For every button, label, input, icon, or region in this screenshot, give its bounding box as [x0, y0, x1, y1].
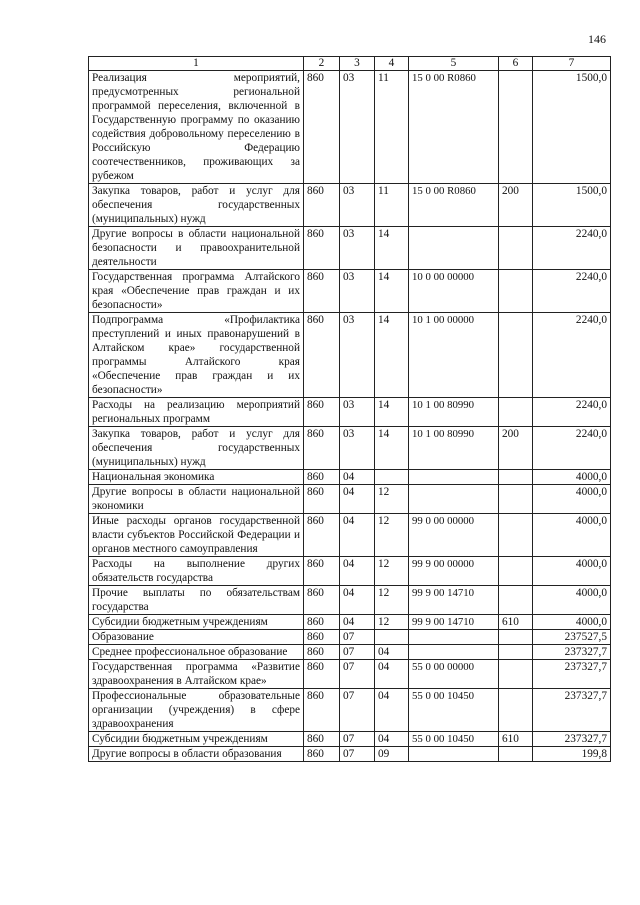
column-header: 7	[533, 57, 611, 71]
table-row	[89, 732, 611, 747]
ministry-code-cell: 860	[304, 732, 340, 747]
section-code-cell: 04	[340, 615, 375, 630]
table-row	[89, 514, 611, 557]
page-number: 146	[588, 32, 606, 46]
amount-cell: 4000,0	[533, 615, 611, 630]
expense-type-cell	[499, 313, 533, 398]
target-item-cell: 55 0 00 00000	[409, 660, 499, 689]
subsection-code-cell: 04	[375, 645, 409, 660]
expense-type-cell	[499, 227, 533, 270]
expense-type-cell	[499, 747, 533, 762]
amount-cell: 2240,0	[533, 313, 611, 398]
expense-type-cell	[499, 514, 533, 557]
ministry-code-cell: 860	[304, 184, 340, 227]
subsection-code-cell: 12	[375, 586, 409, 615]
section-code-cell: 03	[340, 71, 375, 184]
subsection-code-cell: 14	[375, 427, 409, 470]
target-item-cell: 99 0 00 00000	[409, 514, 499, 557]
amount-cell: 237527,5	[533, 630, 611, 645]
section-code-cell: 03	[340, 313, 375, 398]
row-name-cell: Государственная программа «Развитие здравоохранения в Алтайском крае»	[89, 660, 304, 689]
section-code-cell: 04	[340, 586, 375, 615]
table-row	[89, 747, 611, 762]
ministry-code-cell: 860	[304, 586, 340, 615]
subsection-code-cell: 14	[375, 227, 409, 270]
expense-type-cell: 610	[499, 615, 533, 630]
row-name-cell: Государственная программа Алтайского края «Обеспечение прав граждан и их безопасности»	[89, 270, 304, 313]
table-row	[89, 615, 611, 630]
ministry-code-cell: 860	[304, 313, 340, 398]
section-code-cell: 07	[340, 689, 375, 732]
expense-type-cell	[499, 630, 533, 645]
table-row	[89, 313, 611, 398]
row-name-cell: Образование	[89, 630, 304, 645]
table-row	[89, 427, 611, 470]
target-item-cell	[409, 485, 499, 514]
target-item-cell: 55 0 00 10450	[409, 689, 499, 732]
ministry-code-cell: 860	[304, 398, 340, 427]
target-item-cell: 99 9 00 00000	[409, 557, 499, 586]
amount-cell: 4000,0	[533, 586, 611, 615]
target-item-cell: 15 0 00 R0860	[409, 71, 499, 184]
row-name-cell: Прочие выплаты по обязательствам государства	[89, 586, 304, 615]
subsection-code-cell: 12	[375, 485, 409, 514]
amount-cell: 4000,0	[533, 557, 611, 586]
target-item-cell	[409, 227, 499, 270]
expense-type-cell	[499, 270, 533, 313]
amount-cell: 1500,0	[533, 184, 611, 227]
row-name-cell: Закупка товаров, работ и услуг для обеспечения государственных (муниципальных) нужд	[89, 427, 304, 470]
target-item-cell: 15 0 00 R0860	[409, 184, 499, 227]
table-row	[89, 227, 611, 270]
table-row	[89, 630, 611, 645]
amount-cell: 237327,7	[533, 645, 611, 660]
row-name-cell: Профессиональные образовательные организации (учреждения) в сфере здравоохранения	[89, 689, 304, 732]
target-item-cell	[409, 630, 499, 645]
column-header: 6	[499, 57, 533, 71]
amount-cell: 2240,0	[533, 427, 611, 470]
target-item-cell: 55 0 00 10450	[409, 732, 499, 747]
target-item-cell: 99 9 00 14710	[409, 615, 499, 630]
section-code-cell: 04	[340, 514, 375, 557]
row-name-cell: Национальная экономика	[89, 470, 304, 485]
section-code-cell: 03	[340, 398, 375, 427]
section-code-cell: 03	[340, 227, 375, 270]
expense-type-cell: 610	[499, 732, 533, 747]
ministry-code-cell: 860	[304, 427, 340, 470]
expense-type-cell	[499, 660, 533, 689]
expense-type-cell: 200	[499, 184, 533, 227]
expense-type-cell	[499, 398, 533, 427]
amount-cell: 2240,0	[533, 227, 611, 270]
subsection-code-cell: 04	[375, 660, 409, 689]
expense-type-cell	[499, 71, 533, 184]
section-code-cell: 07	[340, 732, 375, 747]
row-name-cell: Расходы на реализацию мероприятий региональных программ	[89, 398, 304, 427]
ministry-code-cell: 860	[304, 514, 340, 557]
amount-cell: 2240,0	[533, 270, 611, 313]
amount-cell: 4000,0	[533, 470, 611, 485]
ministry-code-cell: 860	[304, 227, 340, 270]
table-row	[89, 270, 611, 313]
row-name-cell: Реализация мероприятий, предусмотренных региональной программой переселения, включенной в Государственную программу по оказанию содействия добровольному переселению в Российскую Федерацию соотечественников, проживающих за рубежом	[89, 71, 304, 184]
subsection-code-cell: 09	[375, 747, 409, 762]
header-row	[89, 57, 611, 71]
target-item-cell: 10 1 00 00000	[409, 313, 499, 398]
amount-cell: 4000,0	[533, 514, 611, 557]
ministry-code-cell: 860	[304, 630, 340, 645]
subsection-code-cell: 04	[375, 689, 409, 732]
section-code-cell: 03	[340, 270, 375, 313]
expense-type-cell: 200	[499, 427, 533, 470]
amount-cell: 2240,0	[533, 398, 611, 427]
section-code-cell: 07	[340, 747, 375, 762]
subsection-code-cell	[375, 630, 409, 645]
table-row	[89, 557, 611, 586]
ministry-code-cell: 860	[304, 645, 340, 660]
ministry-code-cell: 860	[304, 71, 340, 184]
table-row	[89, 184, 611, 227]
expense-type-cell	[499, 557, 533, 586]
subsection-code-cell: 14	[375, 398, 409, 427]
table-row	[89, 398, 611, 427]
ministry-code-cell: 860	[304, 689, 340, 732]
expense-type-cell	[499, 645, 533, 660]
ministry-code-cell: 860	[304, 485, 340, 514]
table-row	[89, 470, 611, 485]
target-item-cell	[409, 645, 499, 660]
row-name-cell: Другие вопросы в области образования	[89, 747, 304, 762]
section-code-cell: 04	[340, 557, 375, 586]
amount-cell: 237327,7	[533, 660, 611, 689]
column-header: 5	[409, 57, 499, 71]
row-name-cell: Среднее профессиональное образование	[89, 645, 304, 660]
target-item-cell: 10 1 00 80990	[409, 427, 499, 470]
expense-type-cell	[499, 485, 533, 514]
subsection-code-cell: 14	[375, 270, 409, 313]
expense-type-cell	[499, 586, 533, 615]
budget-table	[88, 56, 611, 762]
row-name-cell: Расходы на выполнение других обязательств государства	[89, 557, 304, 586]
expense-type-cell	[499, 689, 533, 732]
subsection-code-cell: 12	[375, 514, 409, 557]
section-code-cell: 03	[340, 184, 375, 227]
table-row	[89, 71, 611, 184]
column-header: 2	[304, 57, 340, 71]
section-code-cell: 07	[340, 660, 375, 689]
column-header: 4	[375, 57, 409, 71]
ministry-code-cell: 860	[304, 557, 340, 586]
section-code-cell: 04	[340, 470, 375, 485]
subsection-code-cell: 12	[375, 557, 409, 586]
subsection-code-cell: 11	[375, 184, 409, 227]
row-name-cell: Подпрограмма «Профилактика преступлений и иных правонарушений в Алтайском крае» государственной программы Алтайского края «Обеспечение прав граждан и их безопасности»	[89, 313, 304, 398]
section-code-cell: 04	[340, 485, 375, 514]
section-code-cell: 03	[340, 427, 375, 470]
expense-type-cell	[499, 470, 533, 485]
subsection-code-cell: 14	[375, 313, 409, 398]
target-item-cell: 10 0 00 00000	[409, 270, 499, 313]
amount-cell: 237327,7	[533, 732, 611, 747]
table-row	[89, 485, 611, 514]
column-header: 1	[89, 57, 304, 71]
ministry-code-cell: 860	[304, 615, 340, 630]
ministry-code-cell: 860	[304, 747, 340, 762]
subsection-code-cell: 11	[375, 71, 409, 184]
row-name-cell: Другие вопросы в области национальной безопасности и правоохранительной деятельности	[89, 227, 304, 270]
row-name-cell: Субсидии бюджетным учреждениям	[89, 615, 304, 630]
row-name-cell: Другие вопросы в области национальной экономики	[89, 485, 304, 514]
target-item-cell: 99 9 00 14710	[409, 586, 499, 615]
table-row	[89, 660, 611, 689]
amount-cell: 237327,7	[533, 689, 611, 732]
table-row	[89, 689, 611, 732]
column-header: 3	[340, 57, 375, 71]
row-name-cell: Субсидии бюджетным учреждениям	[89, 732, 304, 747]
ministry-code-cell: 860	[304, 270, 340, 313]
target-item-cell	[409, 747, 499, 762]
table-row	[89, 645, 611, 660]
row-name-cell: Иные расходы органов государственной власти субъектов Российской Федерации и органов местного самоуправления	[89, 514, 304, 557]
ministry-code-cell: 860	[304, 660, 340, 689]
target-item-cell: 10 1 00 80990	[409, 398, 499, 427]
amount-cell: 1500,0	[533, 71, 611, 184]
target-item-cell	[409, 470, 499, 485]
section-code-cell: 07	[340, 630, 375, 645]
ministry-code-cell: 860	[304, 470, 340, 485]
subsection-code-cell: 12	[375, 615, 409, 630]
subsection-code-cell	[375, 470, 409, 485]
amount-cell: 199,8	[533, 747, 611, 762]
amount-cell: 4000,0	[533, 485, 611, 514]
row-name-cell: Закупка товаров, работ и услуг для обеспечения государственных (муниципальных) нужд	[89, 184, 304, 227]
table-row	[89, 586, 611, 615]
section-code-cell: 07	[340, 645, 375, 660]
subsection-code-cell: 04	[375, 732, 409, 747]
